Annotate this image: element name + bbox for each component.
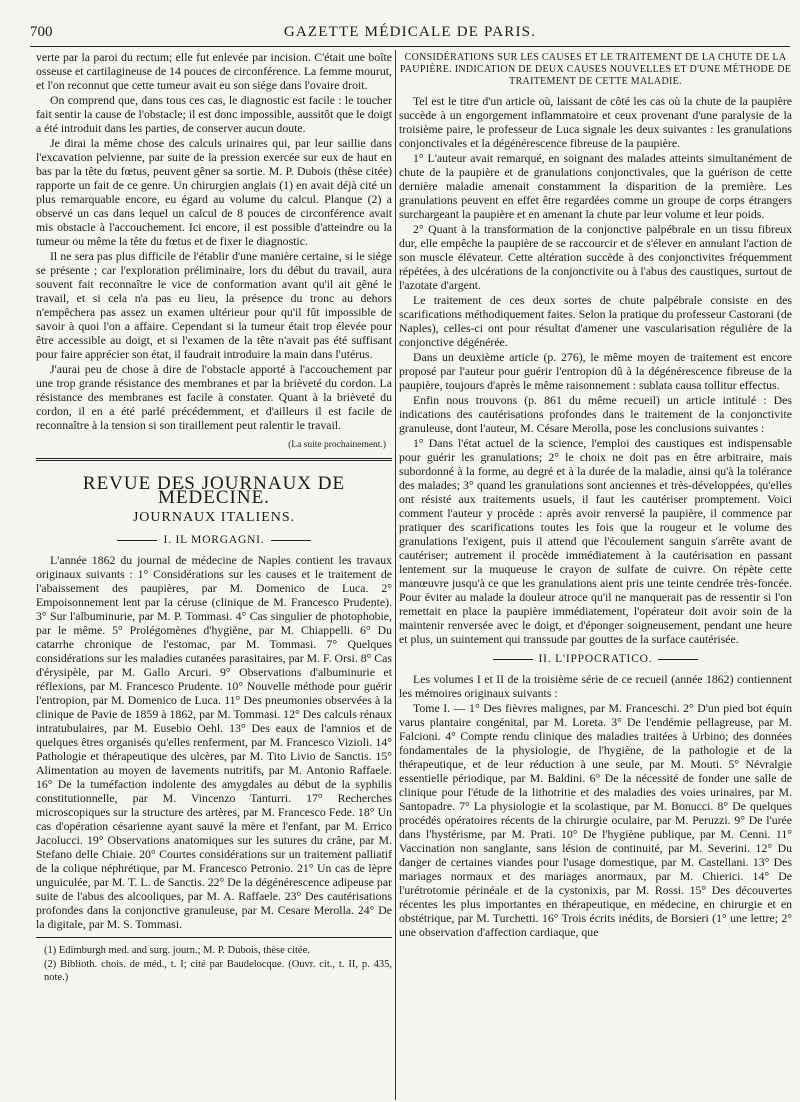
footnotes xyxy=(36,937,392,984)
paragraph: Le traitement de ces deux sortes de chute palpébrale consiste en des scarifications méthodiquement faites. Selon la pratique du professeur Castorani (de Naples), celles-ci ont pour résultat d'amener une vascularisation régulière de la conjonctive dégénérée. xyxy=(399,293,792,349)
paragraph: 2° Quant à la transformation de la conjonctive palpébrale en un tissu fibreux dur, elle empêche la paupière de se raccourcir et de s'élever en annulant l'action de son muscle élévateur. Cette altération succède à des conjonctivites fréquemment répétées, à des ulcérations de la conjonctivite ou à l'abus des caustiques, surtout de l'azotate d'argent. xyxy=(399,222,792,292)
article-title: CONSIDÉRATIONS SUR LES CAUSES ET LE TRAITEMENT DE LA CHUTE DE LA PAUPIÈRE. INDICATION DE DEUX CAUSES NOUVELLES ET D'UNE MÉTHODE DE TRAITEMENT DE CETTE MALADIE. xyxy=(399,52,792,87)
heading-rule xyxy=(658,659,698,660)
section-heading-ippocratico xyxy=(399,652,792,666)
paragraph: Je dirai la même chose des calculs urinaires qui, par leur saillie dans l'excavation pelvienne, par suite de la pression exercée sur eux de haut en bas par la tête du fœtus, peuvent gêner sa sortie. M. P. Dubois (thèse citée) rapporte un fait de ce genre. Un chirurgien anglais (1) en avait déjà cité un plus remarquable encore, eu égard au volume du calcul. Planque (2) a observé un cas dans lequel un calcul de 8 pouces de circonférence avait mis obstacle à l'accouchement. Ici encore, il est possible d'atteindre ou la tumeur ou même la tête du fœtus et de fixer le diagnostic. xyxy=(36,136,392,248)
section-divider xyxy=(36,458,392,461)
paragraph: L'année 1862 du journal de médecine de Naples contient les travaux originaux suivants : 1° Considérations sur les causes et le traitement de l'abaissement des paupières, par M. Domenico de Luca. 2° Empoisonnement lent par la céruse (clinique de M. Francesco Prudente). 3° Sur l'albuminurie, par M. P. Tommasi. 4° Cas singulier de photophobie, par le même. 5° Prolégomènes d'hygiène, par M. Chiappelli. 6° Du catarrhe chronique de l'estomac, par M. Tommasi. 7° Quelques considérations sur les maladies cutanées parasitaires, par M. F. Orsi. 8° Cas d'érysipèle, par M. Gallo Arcuri. 9° Observations d'albuminurie et réflexions, par M. Francesco Prudente. 10° Nouvelle méthode pour guérir l'entropion, par M. Domenico de Luca. 11° Des pneumonies observées à la clinique de Pavie de 1859 à 1862, par M. Tommasi. 12° Des calculs rénaux intratubulaires, par M. Eusebio Oehl. 13° Des eaux de l'amnios et de quelques êtres organisés qu'elles renferment, par M. Francesco Vizioli. 14° Pathologie et thérapeutique des ulcères, par M. Tito Livio de Sanctis. 15° Alimentation au moyen de lavements nutritifs, par M. Antonio Raffaele. 16° De la tuméfaction indolente des amygdales au début de la syphilis constitutionnelle, par M. Vincenzo Tanturri. 17° Recherches microscopiques sur la structure des artères, par M. Francesco Fede. 18° Un cas d'opération césarienne ayant sauvé la mère et l'enfant, par M. Errico Jacolucci. 19° Observations anatomiques sur les sutures du crâne, par M. Stefano delle Chiaie. 20° Courtes considérations sur un traitement palliatif de la colique néphrétique, par M. Francesco Petronio. 21° Un cas de lèpre unguiculée, par M. T. L. de Sanctis. 22° De la dégénérescence adipeuse par suite de l'abus des alcooliques, par M. A. Raffaele. 23° Des cautérisations profondes dans la conjonctive granuleuse, par M. Cesare Merolla. 24° De la digitale, par M. S. Tommasi. xyxy=(36,553,392,931)
left-column xyxy=(36,50,392,985)
page-number: 700 xyxy=(30,24,53,40)
footnote: (1) Edimburgh med. and surg. journ.; M. P. Dubois, thèse citée. xyxy=(44,945,310,956)
journals-subheading: JOURNAUX ITALIENS. xyxy=(132,510,296,525)
paragraph: Il ne sera pas plus difficile de l'établir d'une manière certaine, si le siége se présente ; car l'exploration préliminaire, lors du début du travail, aura souvent fait reconnaître le vice de conformation avant qu'il ait gêné le travail, et si cela n'a pas eu lieu, la présence du tronc au dehors n'empêchera pas assez un examen ultérieur pour qu'il fût impossible de savoir à quoi l'on a affaire. Cependant si la tumeur était trop élevée pour être accessible au doigt, et si l'examen de la tête n'avait pas été suffisant pour faire apprécier son état, il faudrait introduire la main dans l'utérus. xyxy=(36,249,392,361)
paragraph: Tel est le titre d'un article où, laissant de côté les cas où la chute de la paupière succède à un engorgement inflammatoire et ceux provenant d'une paralysie de la troisième paire, le professeur de Luca signale les deux suivantes : les granulations conjonctivales et la dégénérescence fibreuse de la paupière. xyxy=(399,94,792,150)
continuation-note: (La suite prochainement.) xyxy=(288,440,386,450)
paragraph: On comprend que, dans tous ces cas, le diagnostic est facile : le toucher fait sentir la cause de l'obstacle; il est donc impossible, aussitôt que le doigt a été introduit dans les parties, de conserver aucun doute. xyxy=(36,93,392,135)
paragraph: J'aurai peu de chose à dire de l'obstacle apporté à l'accouchement par une trop grande résistance des membranes et par la brièveté du cordon. La résistance des membranes est facile à constater. Quant à la brièveté du cordon, il en a été parlé précédemment, et d'ailleurs il est facile de reconnaître à la tension si son tiraillement peut ralentir le travail. xyxy=(36,362,392,432)
right-column xyxy=(399,50,792,940)
footnote: (2) Biblioth. chois. de méd., t. I; cité par Baudelocque. (Ouvr. cit., t. II, p. 435, note.) xyxy=(44,959,392,983)
paragraph: Enfin nous trouvons (p. 861 du même recueil) un article intitulé : Des indications des cautérisations profondes dans le traitement de la conjonctivite granuleuse, dont l'auteur, M. Césare Merolla, pose les conclusions suivantes : xyxy=(399,393,792,435)
paragraph: Tome I. — 1° Des fièvres malignes, par M. Franceschi. 2° D'un pied bot équin varus plantaire congénital, par M. Loreta. 3° De l'endémie pellagreuse, par M. Falcioni. 4° Compte rendu clinique des maladies traitées à Urbino; des données fondamentales de la physiologie, de l'hygiène, de la pathologie et de la thérapeutique, et de leur réduction à une seule, par M. Mouti. 5° Névralgie essentielle périodique, par M. Baldini. 6° De la nécessité de fonder une salle de clinique pour l'étude de la lithotritie et des maladies des voies urinaires, par M. Santopadre. 7° La physiologie et la scolastique, par M. Bonucci. 8° De quelques procédés opératoires récents de la chirurgie oculaire, par M. Peruzzi. 9° De l'urée dans l'hystérisme, par M. Prati. 10° De l'hygiène publique, par M. Cenni. 11° Vaccination non sanglante, sans lésion de continuité, par M. Severini. 12° Du danger de certaines viandes pour l'usage domestique, par M. Castellani. 13° Des mariages normaux et des mariages anormaux, par M. Chierici. 14° De l'urétrotomie périnéale et de la cystonixis, par M. Rossi. 15° Des découvertes récentes les plus importantes en thérapeutique, en médecine, en chirurgie et en obstétrique, par M. Turchetti. 16° Trois écrits inédits, de Borsieri (1° une lettre; 2° une observation d'affection cardiaque, que xyxy=(399,701,792,939)
paragraph: Les volumes I et II de la troisième série de ce recueil (année 1862) contiennent les mémoires originaux suivants : xyxy=(399,672,792,700)
paragraph: 1° L'auteur avait remarqué, en soignant des malades atteints simultanément de chute de la paupière et de granulations conjonctivales, que la guérison de cette dernière maladie amenait constamment la disparition de la première. Les granulations peuvent en effet être regardées comme un groupe de corps étrangers surchargeant la paupière et en amenant la chute par leur volume et leur poids. xyxy=(399,151,792,221)
page-header xyxy=(30,22,790,47)
paragraph: 1° Dans l'état actuel de la science, l'emploi des caustiques est indispensable pour guérir les granulations; 2° le choix ne doit pas en être arbitraire, mais subordonné à la forme, au degré et à la durée de la maladie, ainsi qu'à la tolérance des malades; 3° quand les granulations sont anciennes et très-développées, qu'elles ont résisté aux traitements usuels, il faut les cautériser promptement. Voici comment l'auteur y procède : après avoir renversé la paupière, il commence par pratiquer des scarifications toutes les fois que la rougeur et le volume des granulations l'exigent, puis il attend que l'écoulement sanguin s'arrête avant de cautériser; autrement il procède immédiatement à la cautérisation en passant lentement sur la muqueuse le crayon de sulfate de cuivre. On répète cette manœuvre jusqu'à ce que les granulations aient pris une teinte cendrée très-foncée. Pour éviter au malade la douleur atroce qu'il ne manquerait pas de ressentir si l'on remettait en place la paupière immédiatement, l'opérateur doit avoir soin de la maintenir renversée avec le doigt, et d'éponger soigneusement, pendant une heure et plus, un suintement qui transsude par gouttes de la surface cautérisée. xyxy=(399,436,792,646)
review-heading: REVUE DES JOURNAUX DE MÉDECINE. xyxy=(82,473,346,508)
heading-rule xyxy=(117,540,157,541)
heading-rule xyxy=(493,659,533,660)
section-heading-morgagni xyxy=(36,533,392,547)
paragraph: verte par la paroi du rectum; elle fut enlevée par incision. C'était une boîte osseuse et cartilagineuse de 14 pouces de circonférence. La femme mourut, et l'on reconnut que cette tumeur avait eu son siége dans l'ovaire droit. xyxy=(36,50,392,92)
section-heading-text: II. L'IPPOCRATICO. xyxy=(538,653,653,665)
section-heading-text: I. IL MORGAGNI. xyxy=(163,534,265,546)
column-divider xyxy=(395,50,396,1100)
heading-rule xyxy=(271,540,311,541)
journal-title: GAZETTE MÉDICALE DE PARIS. xyxy=(283,24,537,40)
paragraph: Dans un deuxième article (p. 276), le même moyen de traitement est encore proposé par l'auteur pour guérir l'entropion dû à la dégénérescence fibreuse de la paupière, toujours d'après le même raisonnement : sublata causa tollitur effectus. xyxy=(399,350,792,392)
